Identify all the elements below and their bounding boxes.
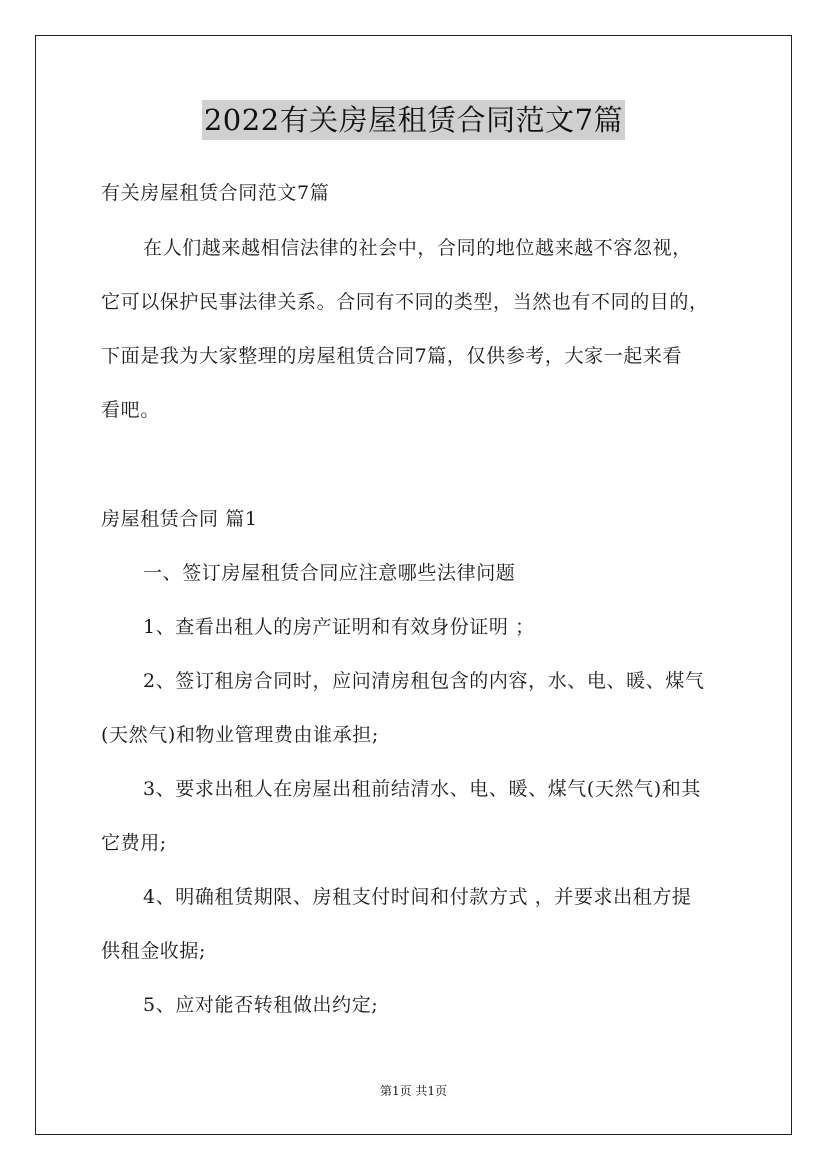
paragraph-line: 下面是我为大家整理的房屋租赁合同7篇，仅供参考，大家一起来看 [101,345,683,367]
paragraph-line: 看吧。 [101,399,160,421]
list-item: 5、应对能否转租做出约定; [143,994,379,1016]
page-footer: 第1页 共1页 [379,1084,448,1098]
list-item: 4、明确租赁期限、房租支付时间和付款方式 ，并要求出租方提 [143,886,692,908]
list-item-continuation: 供租金收据; [101,940,207,962]
document-title: 2022有关房屋租赁合同范文7篇 [202,100,625,140]
section-heading: 房屋租赁合同 篇1 [101,508,258,530]
title-container [0,100,827,140]
list-item-continuation: (天然气)和物业管理费由谁承担; [101,724,379,746]
list-item: 1、查看出租人的房产证明和有效身份证明 ； [143,616,535,638]
list-item-continuation: 它费用; [101,832,167,854]
subtitle-line: 有关房屋租赁合同范文7篇 [101,182,330,204]
list-item: 3、要求出租人在房屋出租前结清水、电、暖、煤气(天然气)和其 [143,778,701,800]
paragraph-line: 一、签订房屋租赁合同应注意哪些法律问题 [143,562,516,584]
paragraph-line: 在人们越来越相信法律的社会中，合同的地位越来越不容忽视， [143,237,692,259]
list-item: 2、签订租房合同时，应问清房租包含的内容，水、电、暖、煤气 [143,670,705,692]
paragraph-line: 它可以保护民事法律关系。合同有不同的类型，当然也有不同的目的， [101,291,709,313]
